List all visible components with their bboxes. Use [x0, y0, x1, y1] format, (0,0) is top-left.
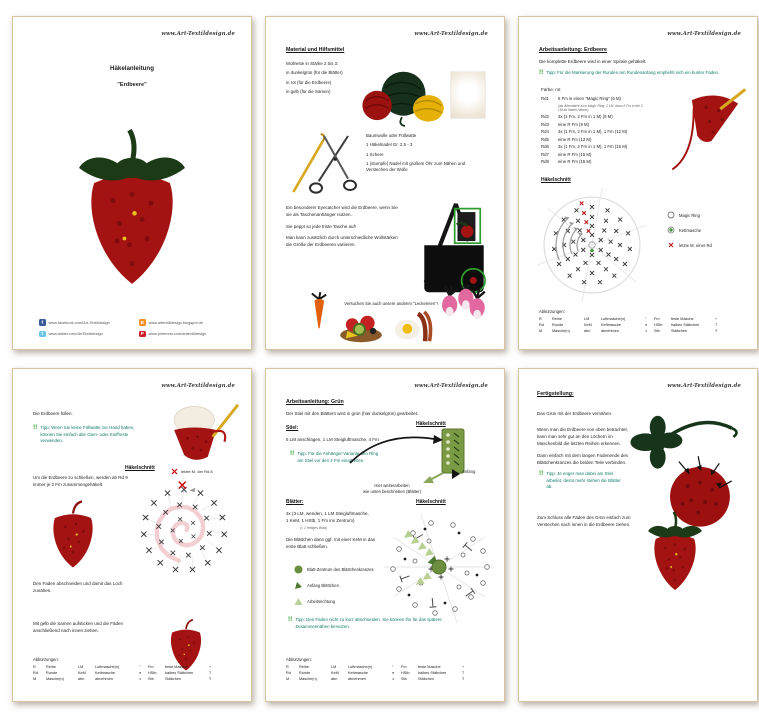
abbr-key: LM	[584, 316, 590, 321]
page-5-instructions-green	[265, 368, 505, 702]
abbr-symbol: °	[645, 316, 647, 321]
abbr-key: LM	[78, 664, 84, 669]
leaves-text	[286, 511, 390, 530]
abbr-symbol: ∧	[139, 676, 142, 681]
abbr-value: Masche(n)	[552, 328, 570, 333]
abbr-symbol: +	[715, 316, 718, 321]
caption-line: wie unten beschrieben (Blätter)	[363, 489, 421, 495]
stem-chart-heading: Häkelschnitt	[416, 421, 446, 427]
site-url: www.Art-Textildesign.de	[161, 383, 235, 389]
carrot-photo	[306, 287, 332, 335]
abbr-key: abn	[78, 676, 85, 681]
abbr-symbol: T	[462, 670, 465, 675]
abbr-key: Rd	[33, 670, 38, 675]
material-item: in gelb (für die Samen)	[286, 89, 331, 95]
abbr-symbol: ∧	[392, 676, 395, 681]
color-label: Farbe: rot	[541, 87, 561, 92]
anfang-label: Anfang	[462, 469, 476, 474]
tip-box	[539, 471, 627, 491]
abbr-value: Reihe	[46, 664, 56, 669]
abbr-key: R	[539, 316, 542, 321]
abbreviations-title: Abkürzungen:	[539, 309, 565, 314]
abbr-symbol: T	[209, 670, 212, 675]
round-label: Rd3	[541, 121, 549, 127]
round-label: Rd6	[541, 144, 549, 150]
stem-heading: Stiel:	[286, 425, 299, 431]
round-label: Rd4	[541, 129, 549, 135]
tool-item: Baumwolle oder Füllwatte	[366, 133, 417, 138]
facebook-url: www.facebook.com/Art-Textildesign	[48, 319, 110, 325]
abbreviations-title: Abkürzungen:	[33, 657, 59, 662]
abbreviations-grid	[33, 665, 217, 681]
caption-line: Hier weiterarbeiten	[374, 483, 410, 488]
abbr-key: HStb	[654, 322, 663, 327]
abbr-value: halbes Stäbchen	[165, 670, 194, 675]
material-item: in dunkelgrün (für die Blätter)	[286, 70, 343, 76]
abbreviations-grid	[539, 317, 723, 333]
green-intro: Der Stiel mit den Blättern wird in grün (hier dunkelgrün) gearbeitet.	[286, 411, 419, 416]
legend-label: Anfang Blättchen	[307, 583, 339, 588]
page-2-material	[265, 16, 505, 350]
tools-list	[366, 133, 488, 177]
close-text: Um die Erdbeere zu schließen, werden ab Rd 9 immer je 2 Fm zusammengehäkelt.	[33, 475, 128, 487]
abbr-symbol: ●	[139, 670, 142, 675]
abbr-key: abn	[584, 328, 591, 333]
legend-row	[294, 597, 374, 606]
abbr-key: Stb	[401, 676, 407, 681]
legend-row	[294, 565, 374, 574]
tip-icon: !!	[288, 616, 293, 623]
round-item	[541, 96, 667, 112]
leaves-legend	[294, 565, 374, 613]
abbr-value: Masche(n)	[299, 676, 317, 681]
abbr-value: Masche(n)	[46, 676, 64, 681]
chart-heading: Häkelschnitt	[125, 465, 155, 471]
abbr-key: M	[286, 676, 290, 681]
abbr-key: Rd	[539, 322, 544, 327]
round-item	[541, 129, 667, 134]
seeds-text: Mit gelb die Samen aufsticken und die Fäden anschließend nach innen ziehen.	[33, 621, 124, 633]
leaves-line: 1 KeM, 1 HStb, 1 Fm ins Zentrum)	[286, 517, 355, 523]
abbr-key: abn	[331, 676, 338, 681]
abbr-key: Stb	[148, 676, 154, 681]
paragraph: Man kann zusätzlich durch unterschiedliche Wollstärken die Größe der Erdbeeren variieren.	[286, 235, 398, 247]
tip-icon: !!	[290, 450, 295, 457]
twitter-link[interactable]	[39, 331, 110, 338]
crochet-chart-stem	[346, 427, 476, 483]
round-text: 6 Fm in einen "Magic Ring" (6 M)	[558, 96, 621, 101]
crochet-chart-leaves	[382, 509, 496, 631]
leaf-center-icon	[294, 565, 303, 574]
tool-item: 1 (stumpfe) Nadel mit großem Öhr zum Nähen und Verstechen der Wolle	[366, 161, 466, 173]
abbr-value: Runde	[46, 670, 58, 675]
treats-caption: Versuchen Sie auch unsere anderen "Leckereien"!	[344, 301, 438, 306]
site-url: www.Art-Textildesign.de	[414, 383, 488, 389]
abbr-value: Luftmasche(n)	[601, 316, 626, 321]
abbr-symbol: Ŧ	[462, 676, 465, 681]
social-links-left	[39, 319, 110, 342]
abbr-symbol: Ŧ	[715, 328, 718, 333]
page-3-instructions-strawberry	[518, 16, 758, 350]
leaves-chart-heading: Häkelschnitt	[416, 499, 446, 505]
round-label: Rd5	[541, 136, 549, 142]
pinterest-url: www.pinterest.com/arttextildesign	[148, 331, 207, 337]
twitter-icon: t	[39, 331, 46, 338]
abbreviations-title: Abkürzungen:	[286, 657, 312, 662]
abbreviations-table	[539, 309, 723, 333]
stuffing-photo	[450, 71, 486, 119]
blogger-url: www.arttextildesign.blogspot.de	[148, 319, 203, 325]
abbr-key: M	[33, 676, 37, 681]
legend-row	[667, 226, 712, 234]
doc-subtitle: "Erdbeere"	[117, 82, 147, 88]
radish-photo	[438, 285, 486, 323]
finished-strawberry-photo	[643, 505, 707, 597]
abbr-value: Luftmasche(n)	[95, 664, 120, 669]
abbr-value: feste Masche	[165, 664, 188, 669]
magic-ring-icon	[667, 211, 675, 219]
blogger-link[interactable]	[139, 319, 206, 326]
usage-paragraphs	[286, 205, 400, 249]
round-label: Rd7	[541, 151, 549, 157]
abbr-value: feste Masche	[418, 664, 441, 669]
abbreviations-table	[33, 657, 217, 681]
round-label: Rd1	[541, 96, 549, 101]
tip-icon: !!	[539, 470, 544, 477]
round-text: 3x (1 Fm, 2 Fm in 1 M) (9 M)	[558, 114, 613, 120]
round-note: (als Alternative zum Magic Ring: 2 LM, dann 6 Fm in die 2. LM ab Nadel häkeln)	[558, 103, 644, 112]
round-item	[541, 114, 667, 119]
paragraph: Sie peppt so jede triste Tasche auf!	[286, 223, 356, 229]
abbr-value: Kettmasche	[348, 670, 369, 675]
abbr-value: feste Masche	[671, 316, 694, 321]
tip-text: Tipp: Für die Markierung der Runden am Rundenanfang empfiehlt sich ein bunter Faden.	[546, 70, 720, 75]
green-heading: Arbeitsanleitung: Grün	[286, 399, 344, 405]
abbr-value: Stäbchen	[671, 328, 688, 333]
abbr-value: Kettmasche	[601, 322, 622, 327]
abbr-value: abnehmen	[95, 676, 113, 681]
abbr-symbol: °	[392, 664, 394, 669]
slip-stitch-icon	[667, 226, 675, 234]
abbr-key: Fm	[401, 664, 407, 669]
site-url: www.Art-Textildesign.de	[414, 31, 488, 37]
round-text: 3x (1 Fm, 2 Fm in 1 M), 1 Fm (12 M)	[558, 129, 628, 135]
abbr-key: LM	[331, 664, 337, 669]
tip-icon: !!	[539, 69, 544, 76]
abbr-value: abnehmen	[348, 676, 366, 681]
tip-box	[288, 617, 448, 630]
abbr-symbol: Ŧ	[209, 676, 212, 681]
legend-row	[667, 211, 712, 219]
tip-box	[33, 425, 147, 445]
abbreviations-grid	[286, 665, 470, 681]
round-text: eine R Fm (15 M)	[558, 151, 592, 157]
closed-berry-photo	[43, 493, 103, 573]
strawberry-photo	[69, 103, 195, 311]
tool-item: 1 Schere	[366, 151, 384, 157]
tool-item: 1 Häkelnadel Gr. 2,5 - 3	[366, 142, 413, 148]
paragraph: Zum Schluss alle Fäden des Grün einfach zum Verstechen nach innen in die Erdbeere ziehen.	[537, 515, 631, 527]
abbr-key: M	[539, 328, 543, 333]
chart-legend	[171, 468, 213, 475]
tip-icon: !!	[33, 424, 38, 431]
abbr-key: KeM	[78, 670, 86, 675]
round-text: 3x (1 Fm, 2 Fm in 1 M), 1 Fm (15 M)	[558, 144, 628, 150]
leaves-note: (= 1 fertiges Blatt)	[300, 525, 327, 530]
thread-text: Den Faden abschneiden und damit das Loch zunähen.	[33, 581, 123, 593]
abbr-key: Stb	[654, 328, 660, 333]
work-direction-icon	[294, 597, 303, 606]
leaf-start-arrow-icon	[294, 581, 303, 590]
abbr-value: Stäbchen	[165, 676, 182, 681]
round-item	[541, 152, 667, 157]
abbr-key: R	[286, 664, 289, 669]
facebook-icon: f	[39, 319, 46, 326]
abbr-key: HStb	[148, 670, 157, 675]
abbr-symbol: °	[139, 664, 141, 669]
legend-label: letzte M. der Rd 8	[181, 469, 213, 474]
paragraph: Ein besonderer Eyecatcher wird die Erdbeere, wenn Sie sie als Taschenanhänger nutzen.	[286, 205, 398, 217]
tip-box	[539, 70, 737, 77]
round-label: Rd2	[541, 114, 549, 120]
twitter-url: www.twitter.com/ArtTextildesign	[48, 331, 103, 337]
abbr-value: Kettmasche	[95, 670, 116, 675]
site-url: www.Art-Textildesign.de	[161, 31, 235, 37]
round-text: eine R Fm (15 M)	[558, 159, 592, 165]
finishing-heading: Fertigstellung:	[537, 391, 574, 397]
legend-label: Kettmasche	[679, 227, 702, 233]
abbr-symbol: ∧	[645, 328, 648, 333]
abbr-symbol: ●	[645, 322, 648, 327]
crochet-chart-closing	[129, 479, 239, 581]
legend-row	[294, 581, 374, 590]
abbr-key: KeM	[584, 322, 592, 327]
material-list	[286, 61, 364, 99]
hook-and-scissors-photo	[284, 129, 364, 199]
stuffed-cup-photo	[159, 397, 243, 473]
abbr-key: Fm	[148, 664, 154, 669]
leaves-close-text: Die Blättchen dann ggf. mit einer KeM in das erste Blatt schließen.	[286, 537, 376, 549]
stem-chart-caption	[332, 483, 452, 496]
site-url: www.Art-Textildesign.de	[667, 383, 741, 389]
site-url: www.Art-Textildesign.de	[667, 31, 741, 37]
round-item	[541, 144, 667, 149]
abbr-value: Runde	[299, 670, 311, 675]
fill-intro: Die Erdbeere füllen.	[33, 411, 73, 416]
paragraph: Wenn man die Erdbeere von oben betrachtet, kann man sehr gut an den Löchern im Maschenbild die letzten Reihen erkennen.	[537, 427, 628, 446]
paragraph: Das Grün mit der Erdbeere vernähen.	[537, 411, 613, 416]
facebook-link[interactable]	[39, 319, 110, 326]
abbr-value: Runde	[552, 322, 564, 327]
abbr-value: Luftmasche(n)	[348, 664, 373, 669]
material-heading: Material und Hilfsmittel	[286, 47, 345, 53]
sandwich-photo	[336, 311, 386, 343]
abbr-symbol: ●	[392, 670, 395, 675]
chart-heading: Häkelschnitt	[541, 177, 571, 183]
material-item: Wollreste in Stärke 2 bis 3:	[286, 61, 339, 66]
round-item	[541, 122, 667, 127]
crochet-chart-strawberry	[535, 187, 649, 303]
doc-title: Häkelanleitung	[109, 65, 154, 72]
round-item	[541, 137, 667, 142]
legend-label: letzte M. einer Rd	[679, 242, 712, 248]
abbreviations-table	[286, 657, 470, 681]
chart-legend	[667, 211, 712, 256]
pinterest-link[interactable]	[139, 331, 206, 338]
abbr-key: HStb	[401, 670, 410, 675]
round-text: eine R Fm (9 M)	[558, 121, 590, 127]
abbr-value: Reihe	[552, 316, 562, 321]
rounds-list	[541, 96, 667, 167]
legend-label: Magic Ring	[679, 212, 700, 218]
tip-text: Tipp: Für die Anhänger-Variante den Ring am Stiel vor den 4 Fm einarbeiten.	[297, 451, 379, 463]
abbr-symbol: T	[715, 322, 718, 327]
stem-text: 5 LM anschlagen, 1 LM Steigluftmasche, 4 Fm	[286, 437, 379, 442]
page-6-finishing	[518, 368, 758, 702]
abbr-value: abnehmen	[601, 328, 619, 333]
legend-label: Arbeitsrichtung	[307, 599, 335, 604]
pinterest-icon: P	[140, 331, 144, 337]
round-text: eine R Fm (12 M)	[558, 136, 592, 142]
tip-text: Tipp: Wenn Sie keine Füllwatte zur Hand haben, können Sie einfach alte Garn- oder Stoffreste verwenden.	[40, 425, 135, 444]
abbr-value: Reihe	[299, 664, 309, 669]
abbr-key: KeM	[331, 670, 339, 675]
instructions-heading: Arbeitsanleitung: Erdbeere	[539, 47, 607, 53]
tip-text: Tipp: Den Faden nicht zu kurz abschneiden. Sie können ihn für das spätere Zusammennähen benutzen.	[295, 617, 442, 629]
bag-photo	[416, 199, 492, 297]
last-stitch-icon	[171, 468, 178, 475]
leaves-heading: Blätter:	[286, 499, 304, 505]
leaves-line: 3x (3 LM, wenden, 1 LM Steigluftmasche,	[286, 511, 369, 516]
material-item: in rot (für die Erdbeere)	[286, 79, 332, 85]
page-1-cover	[12, 16, 252, 350]
abbr-value: halbes Stäbchen	[418, 670, 447, 675]
abbr-value: Stäbchen	[418, 676, 435, 681]
abbr-key: Rd	[286, 670, 291, 675]
legend-row	[667, 241, 712, 249]
abbr-key: Fm	[654, 316, 660, 321]
paragraph: Dann einfach mit dem langen Fadenende des Blättchenkranzes die beiden Teile verbinden.	[537, 453, 629, 465]
round-item	[541, 159, 667, 164]
abbr-symbol: +	[209, 664, 212, 669]
round-label: Rd8	[541, 159, 549, 165]
abbr-key: R	[33, 664, 36, 669]
blogger-icon: B	[140, 319, 144, 325]
social-links-right	[139, 319, 206, 342]
last-stitch-icon	[667, 241, 675, 249]
page-4-filling	[12, 368, 252, 702]
legend-label: Blatt-Zentrum des Blättchenkranzes	[307, 567, 374, 572]
yarn-photo	[358, 65, 446, 129]
egg-bacon-photo	[394, 309, 434, 345]
abbr-value: halbes Stäbchen	[671, 322, 700, 327]
tip-text: Tipp: Je enger man dabei am Stiel arbeitet, desto mehr stehen die Blätter ab.	[546, 471, 621, 490]
crochet-work-photo	[667, 81, 747, 185]
intro-text: Die komplette Erdbeere wird in einer Spirale gehäkelt.	[539, 59, 647, 64]
abbr-symbol: +	[462, 664, 465, 669]
